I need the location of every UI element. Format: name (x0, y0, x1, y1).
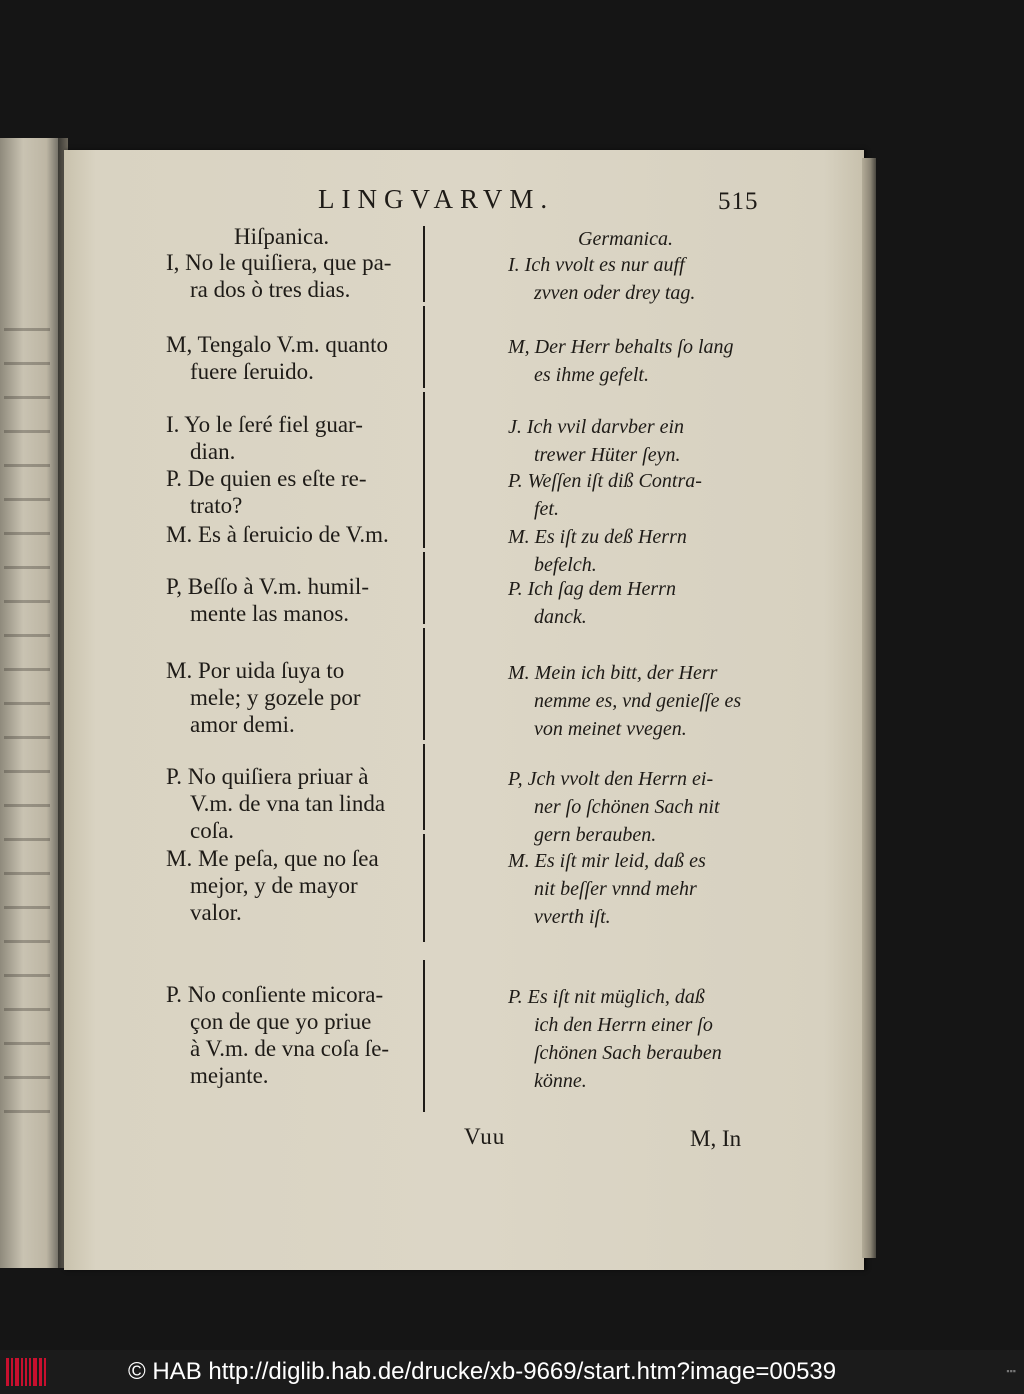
german-line: ich den Herrn einer ſo (534, 1014, 713, 1036)
page-fore-edge (862, 158, 876, 1258)
column-rule (423, 960, 425, 1112)
spanish-line: fuere ſeruido. (190, 359, 314, 384)
spanish-line: M. Es à ſeruicio de V.m. (166, 522, 389, 547)
book-page (64, 150, 864, 1270)
corner-mark-icon: ▪▪▪ (1006, 1366, 1016, 1376)
column-heading-spanish: Hiſpanica. (234, 224, 330, 249)
spanish-line: çon de que yo priue (190, 1009, 372, 1034)
german-line: zvven oder drey tag. (534, 282, 696, 304)
german-line: nemme es, vnd genieſſe es (534, 690, 742, 712)
german-line: vverth iſt. (534, 906, 611, 928)
german-line: M. Mein ich bitt, der Herr (508, 662, 718, 684)
column-rule (423, 552, 425, 624)
german-line: P, Jch vvolt den Herrn ei- (508, 768, 714, 790)
german-line: danck. (534, 606, 587, 628)
viewer-footer (0, 1350, 1024, 1394)
spanish-line: P, Beſſo à V.m. humil- (166, 574, 369, 599)
german-line: M. Es iſt mir leid, daß es (508, 850, 706, 872)
spanish-line: coſa. (190, 818, 235, 843)
library-logo-icon (6, 1358, 46, 1386)
signature-mark: Vuu (464, 1124, 506, 1149)
spanish-line: mejor, y de mayor (190, 873, 358, 898)
spanish-line: mejante. (190, 1063, 269, 1088)
spanish-line: amor demi. (190, 712, 295, 737)
german-line: fet. (534, 498, 559, 520)
column-rule (423, 744, 425, 830)
page-number: 515 (718, 188, 759, 215)
spanish-line: à V.m. de vna coſa ſe- (190, 1036, 390, 1061)
spanish-line: M, Tengalo V.m. quanto (166, 332, 389, 357)
spanish-line: M. Por uida ſuya to (166, 658, 345, 683)
catchword: M, In (690, 1126, 742, 1151)
german-line: P. Weſſen iſt diß Contra- (508, 470, 702, 492)
copyright-link[interactable]: © HAB http://diglib.hab.de/drucke/xb-9669/start.htm?image=00539 (128, 1358, 837, 1385)
german-line: I. Ich vvolt es nur auff (508, 254, 685, 276)
running-head: LINGVARVM. (318, 184, 555, 214)
spanish-line: V.m. de vna tan linda (190, 791, 386, 816)
previous-page-edge (0, 138, 58, 1268)
german-line: ner ſo ſchönen Sach nit (534, 796, 720, 818)
column-rule (423, 226, 425, 302)
german-line: von meinet vvegen. (534, 718, 687, 740)
german-line: könne. (534, 1070, 587, 1092)
german-line: nit beſſer vnnd mehr (534, 878, 697, 900)
german-line: es ihme gefelt. (534, 364, 649, 386)
german-line: gern berauben. (534, 824, 657, 846)
spanish-line: dian. (190, 439, 236, 464)
column-rule (423, 306, 425, 388)
spanish-line: trato? (190, 493, 243, 518)
column-heading-german: Germanica. (578, 228, 673, 250)
spanish-line: mele; y gozele por (190, 685, 361, 710)
spanish-line: I. Yo le ſeré fiel guar- (166, 412, 363, 437)
spanish-line: I, No le quiſiera, que pa- (166, 250, 392, 275)
german-line: trewer Hüter ſeyn. (534, 444, 681, 466)
spanish-line: valor. (190, 900, 242, 925)
german-line: befelch. (534, 554, 597, 576)
german-line: ſchönen Sach berauben (534, 1042, 722, 1064)
spanish-line: P. No quiſiera priuar à (166, 764, 369, 789)
german-line: M. Es iſt zu deß Herrn (508, 526, 687, 548)
column-rule (423, 834, 425, 942)
spanish-line: ra dos ò tres dias. (190, 277, 351, 302)
column-rule (423, 628, 425, 740)
column-rule (423, 392, 425, 548)
spanish-line: P. No conſiente micora- (166, 982, 384, 1007)
spanish-line: P. De quien es eſte re- (166, 466, 367, 491)
german-line: P. Ich ſag dem Herrn (508, 578, 676, 600)
spanish-line: mente las manos. (190, 601, 350, 626)
german-line: M, Der Herr behalts ſo lang (508, 336, 734, 358)
german-line: J. Ich vvil darvber ein (508, 416, 685, 438)
spanish-line: M. Me peſa, que no ſea (166, 846, 379, 871)
german-line: P. Es iſt nit müglich, daß (508, 986, 705, 1008)
